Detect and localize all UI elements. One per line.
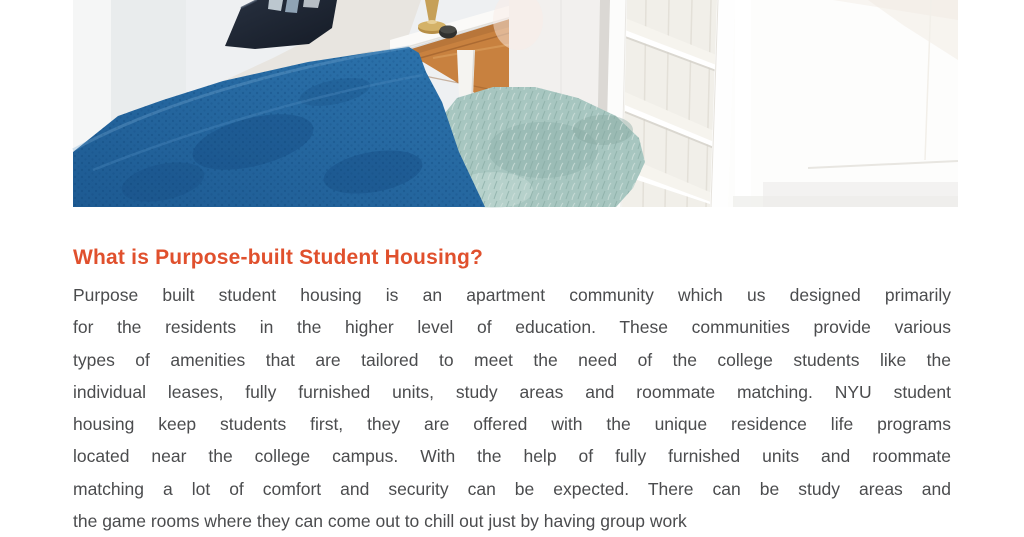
paragraph-line: individual leases, fully furnished units, study areas and roommate matching. NYU student bbox=[73, 381, 951, 402]
bright-wall bbox=[723, 0, 958, 207]
article-paragraph bbox=[73, 279, 951, 537]
paragraph-line: Purpose built student housing is an apartment community which us designed primarily bbox=[73, 285, 951, 305]
paragraph-line: types of amenities that are tailored to meet the need of the college students like the bbox=[73, 349, 951, 370]
paragraph-line: the game rooms where they can come out to chill out just by having group work bbox=[73, 510, 687, 531]
table-speaker bbox=[439, 26, 457, 39]
paragraph-line: located near the college campus. With the help of fully furnished units and roommate bbox=[73, 446, 951, 467]
article-heading: What is Purpose-built Student Housing? bbox=[73, 246, 484, 269]
paragraph-line: matching a lot of comfort and security can be expected. There can be study areas and bbox=[73, 478, 951, 499]
hero-image bbox=[73, 0, 958, 207]
hero-image-illustration bbox=[73, 0, 958, 207]
paragraph-line: for the residents in the higher level of education. These communities provide various bbox=[73, 317, 951, 338]
paragraph-line: housing keep students first, they are offered with the unique residence life programs bbox=[73, 414, 951, 434]
